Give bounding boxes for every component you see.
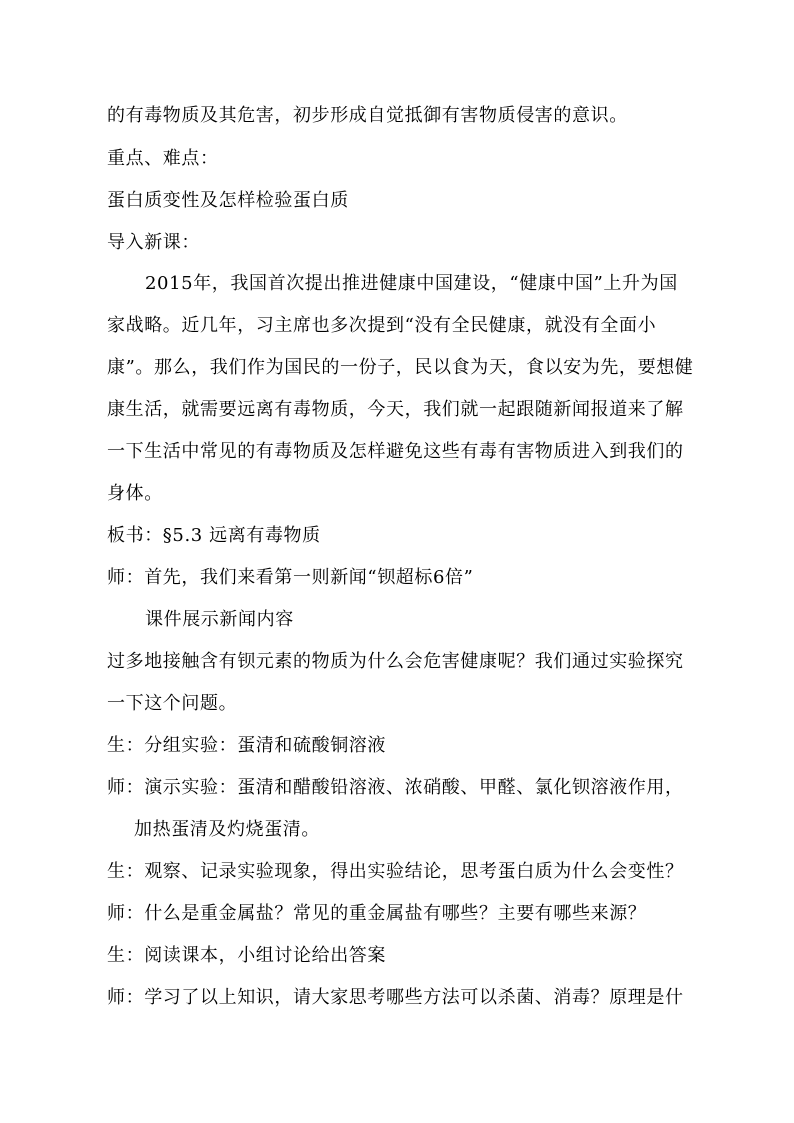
paragraph-line: 家战略。近几年，习主席也多次提到“没有全民健康，就没有全面小 (107, 315, 657, 336)
paragraph-line: 蛋白质变性及怎样检验蛋白质 (107, 190, 349, 211)
section-heading: 导入新课： (107, 232, 200, 253)
paragraph-line: 康”。那么，我们作为国民的一份子，民以食为天，食以安为先，要想健 (107, 357, 694, 378)
paragraph-line: 课件展示新闻内容 (145, 609, 294, 630)
paragraph-line: 一下这个问题。 (107, 693, 238, 714)
paragraph-line: 过多地接触含有钡元素的物质为什么会危害健康呢？我们通过实验探究 (107, 651, 684, 672)
teacher-line: 师：什么是重金属盐？常见的重金属盐有哪些？主要有哪些来源？ (107, 903, 647, 924)
teacher-line: 师：首先，我们来看第一则新闻“钡超标6倍” (107, 567, 474, 588)
teacher-line: 师：学习了以上知识，请大家思考哪些方法可以杀菌、消毒？原理是什 (107, 987, 684, 1008)
paragraph-line: 加热蛋清及灼烧蛋清。 (134, 819, 320, 840)
student-line: 生：观察、记录实验现象，得出实验结论，思考蛋白质为什么会变性？ (107, 861, 684, 882)
teacher-line: 师：演示实验：蛋清和醋酸铅溶液、浓硝酸、甲醛、氯化钡溶液作用， (107, 777, 684, 798)
paragraph-line: 身体。 (107, 483, 163, 504)
paragraph-line: 的有毒物质及其危害，初步形成自觉抵御有害物质侵害的意识。 (107, 105, 628, 126)
student-line: 生：阅读课本，小组讨论给出答案 (107, 945, 386, 966)
paragraph-line: 康生活，就需要远离有毒物质，今天，我们就一起跟随新闻报道来了解 (107, 399, 684, 420)
paragraph-line: 2015年，我国首次提出推进健康中国建设，“健康中国”上升为国 (145, 273, 678, 294)
student-line: 生：分组实验：蛋清和硫酸铜溶液 (107, 735, 386, 756)
blackboard-title: 板书：§5.3 远离有毒物质 (107, 525, 321, 546)
section-heading: 重点、难点： (107, 148, 219, 169)
paragraph-line: 一下生活中常见的有毒物质及怎样避免这些有毒有害物质进入到我们的 (107, 441, 684, 462)
